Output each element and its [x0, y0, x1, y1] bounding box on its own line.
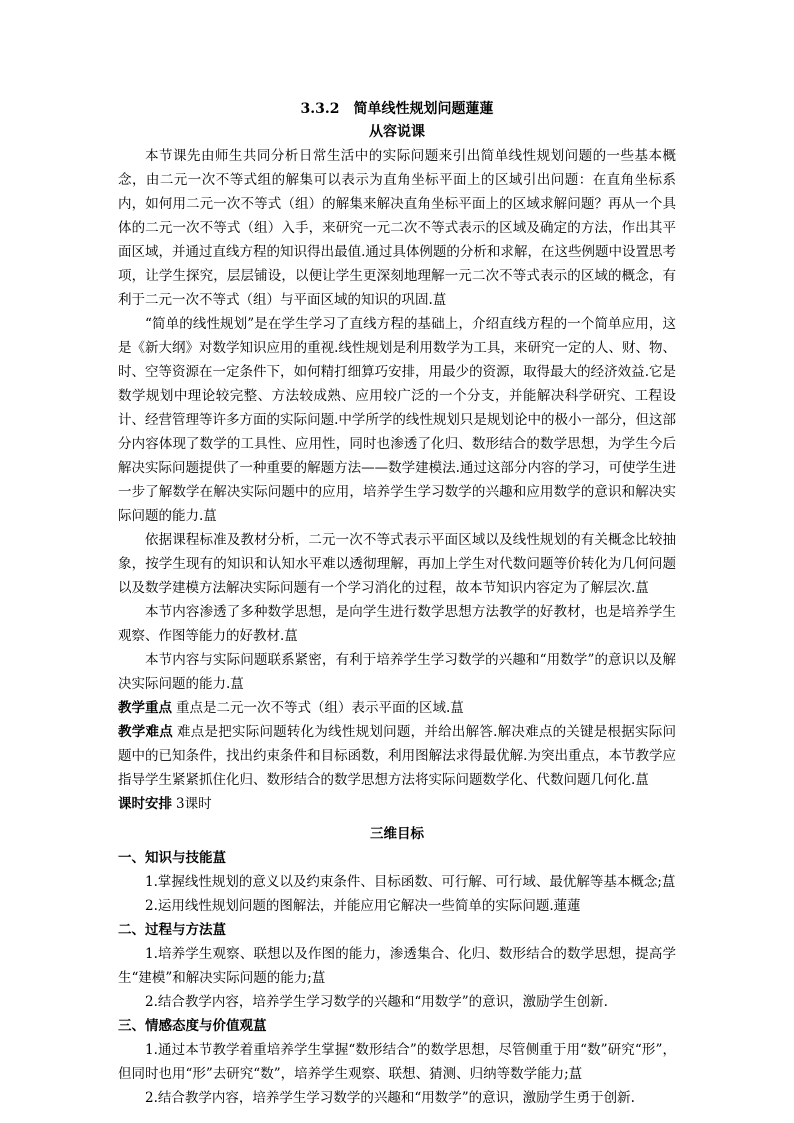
difficulty-label: 教学难点: [118, 724, 173, 740]
intro-paragraph-1: 本节课先由师生共同分析日常生活中的实际问题来引出简单线性规划问题的一些基本概念，由二元一次不等式组的解集可以表示为直角坐标平面上的区域引出问题：在直角坐标系内，如何用二元一次不等式（组）的解集来解决直角坐标平面上的区域求解问题？再从一个具体的二元一次不等式（组）入手，来研究一元二次不等式表示的区域及确定的方法，作出其平面区域，并通过直线方程的知识得出最值.通过具体例题的分析和求解，在这些例题中设置思考项，让学生探究，层层铺设，以便让学生更深刻地理解一元二次不等式表示的区域的概念，有利于二元一次不等式（组）与平面区域的知识的巩固.蒀: [118, 148, 676, 308]
goal-item: 1.培养学生观察、联想以及作图的能力，渗透集合、化归、数形结合的数学思想，提高学生“建模”和解决实际问题的能力;蒀: [118, 946, 676, 986]
difficulty-text: 难点是把实际问题转化为线性规划问题，并给出解答.解决难点的关键是根据实际问题中的已知条件，找出约束条件和目标函数，利用图解法求得最优解.为突出重点，本节教学应指导学生紧紧抓住化归、数形结合的数学思想方法将实际问题数学化、代数问题几何化.蒀: [118, 724, 677, 788]
intro-paragraph-3: 依据课程标准及教材分析，二元一次不等式表示平面区域以及线性规划的有关概念比较抽象，按学生现有的知识和认知水平难以透彻理解，再加上学生对代数问题等价转化为几何问题以及数学建模方法解决实际问题有一个学习消化的过程，故本节知识内容定为了解层次.蒀: [118, 532, 676, 596]
schedule-paragraph: [118, 792, 676, 816]
key-point-label: 教学重点: [118, 700, 172, 716]
section-subtitle: 从容说课: [369, 124, 425, 140]
goal-item: 2.结合教学内容，培养学生学习数学的兴趣和“用数学”的意识，激励学生创新.: [145, 994, 608, 1010]
goals-heading: 三维目标: [370, 826, 424, 842]
goal-item: 2.运用线性规划问题的图解法，并能应用它解决一些简单的实际问题.蓮蓮: [145, 898, 581, 914]
goal-section-heading-knowledge: 一、知识与技能蒀: [118, 850, 226, 866]
goal-item: 1.掌握线性规划的意义以及约束条件、目标函数、可行解、可行域、最优解等基本概念;蒀: [145, 874, 676, 890]
intro-paragraph-5: 本节内容与实际问题联系紧密，有利于培养学生学习数学的兴趣和“用数学”的意识以及解决实际问题的能力.蒀: [118, 652, 676, 692]
goal-item: 1.通过本节教学着重培养学生掌握“数形结合”的数学思想，尽管侧重于用“数”研究“形”，但同时也用“形”去研究“数”，培养学生观察、联想、猜测、归纳等数学能力;蒀: [118, 1042, 676, 1082]
difficulty-paragraph: [118, 720, 676, 792]
goal-section-heading-attitude: 三、情感态度与价值观蒀: [118, 1018, 267, 1034]
document-page: [118, 98, 676, 1110]
intro-paragraph-4: 本节内容渗透了多种数学思想，是向学生进行数学思想方法教学的好教材，也是培养学生观察、作图等能力的好教材.蒀: [118, 604, 676, 644]
key-point-paragraph: [118, 696, 676, 720]
schedule-text: 3课时: [176, 796, 212, 812]
goal-item: 2.结合教学内容，培养学生学习数学的兴趣和“用数学”的意识，激励学生勇于创新.: [145, 1090, 635, 1106]
intro-paragraph-2: “简单的线性规划”是在学生学习了直线方程的基础上，介绍直线方程的一个简单应用，这是《新大纲》对数学知识应用的重视.线性规划是利用数学为工具，来研究一定的人、财、物、时、空等资源在一定条件下，如何精打细算巧安排，用最少的资源，取得最大的经济效益.它是数学规划中理论较完整、方法较成熟、应用较广泛的一个分支，并能解决科学研究、工程设计、经营管理等许多方面的实际问题.中学所学的线性规划只是规划论中的极小一部分，但这部分内容体现了数学的工具性、应用性，同时也渗透了化归、数形结合的数学思想，为学生今后解决实际问题提供了一种重要的解题方法——数学建模法.通过这部分内容的学习，可使学生进一步了解数学在解决实际问题中的应用，培养学生学习数学的兴趣和应用数学的意识和解决实际问题的能力.蒀: [118, 316, 676, 524]
page-title: 3.3.2 简单线性规划问题蓮蓮: [300, 101, 494, 117]
key-point-text: 重点是二元一次不等式（组）表示平面的区域.蒀: [176, 700, 464, 716]
schedule-label: 课时安排: [118, 796, 172, 812]
goal-section-heading-process: 二、过程与方法蒀: [118, 922, 226, 938]
